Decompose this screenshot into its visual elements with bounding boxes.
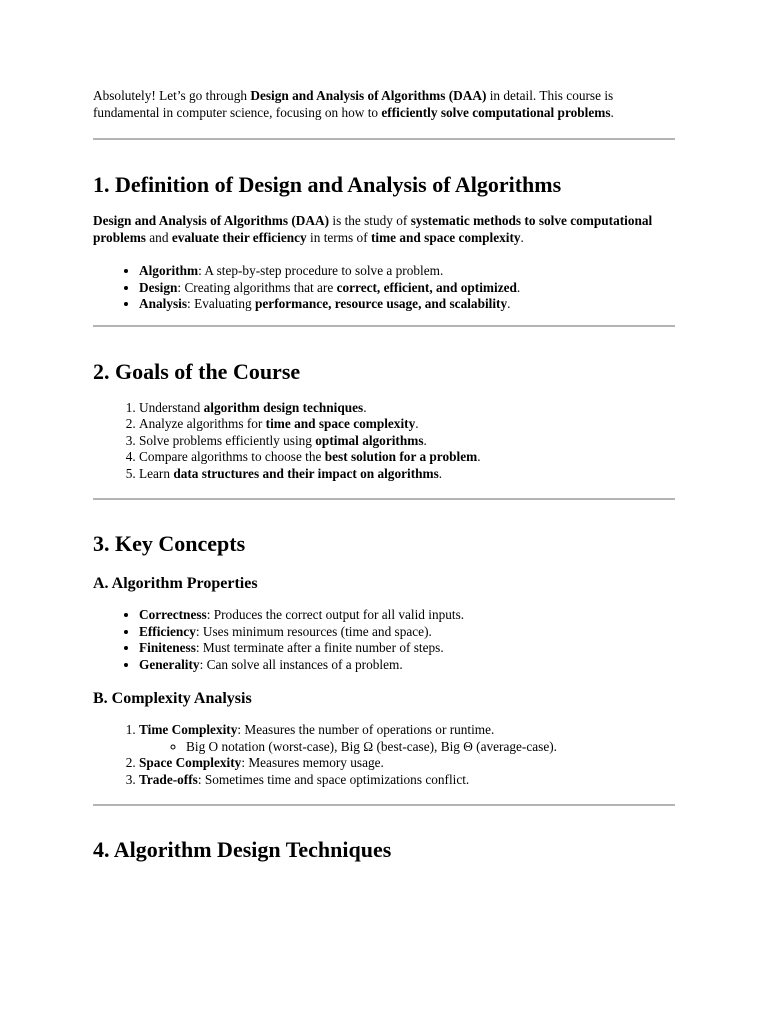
nested-list-item: ◦ Big O notation (worst-case), Big Ω (best-case), Big Θ (average-case).: [186, 739, 675, 756]
list-item: [139, 296, 675, 313]
item-bold: data structures and their impact on algorithms: [173, 465, 439, 481]
item-text: : A step-by-step procedure to solve a problem.: [198, 263, 444, 278]
list-item: [139, 400, 675, 417]
item-term: Trade-offs: [139, 771, 198, 787]
item-text-end: .: [507, 296, 511, 311]
item-term: Design: [139, 279, 178, 295]
item-bold: optimal algorithms: [315, 432, 424, 448]
item-term: Efficiency: [139, 623, 196, 639]
item-text: : Can solve all instances of a problem.: [199, 656, 403, 672]
item-text-end: .: [363, 399, 367, 415]
subsection-b-heading: B. Complexity Analysis: [93, 690, 252, 707]
section-1-list: [93, 263, 675, 313]
item-text-end: .: [516, 279, 521, 295]
s1-bold-3: evaluate their efficiency: [171, 229, 307, 245]
intro-bold-2: efficiently solve computational problems: [381, 104, 611, 120]
list-item: [139, 772, 675, 789]
list-item: [139, 263, 675, 280]
item-text: : Produces the correct output for all valid inputs.: [206, 607, 465, 622]
item-term: Time Complexity: [139, 722, 238, 737]
subsection-a-list: [93, 607, 675, 673]
item-text: : Measures memory usage.: [241, 755, 384, 770]
subsection-a-heading: A. Algorithm Properties: [93, 575, 258, 592]
s1-text-1: is the study of: [329, 213, 411, 228]
section-2-list: [93, 400, 675, 483]
item-text: : Evaluating: [187, 296, 255, 311]
intro-text-3: .: [610, 104, 614, 120]
intro-text-1: Absolutely! Let’s go through: [93, 88, 251, 103]
divider-3: [93, 498, 675, 500]
item-term: Space Complexity: [139, 755, 242, 770]
list-item: [139, 280, 675, 297]
item-term: Generality: [139, 656, 200, 672]
item-text: Learn: [139, 465, 174, 481]
item-text: : Measures the number of operations or runtime.: [237, 722, 495, 737]
subsection-b-list: [93, 722, 675, 788]
list-item: [139, 722, 675, 755]
list-item: [139, 433, 675, 450]
item-term: Correctness: [139, 607, 207, 622]
divider-1: [93, 138, 675, 140]
intro-text-2: in detail. This course is fundamental in computer science, focusing on how to: [93, 88, 614, 120]
divider-2: [93, 325, 675, 327]
section-2-heading: 2. Goals of the Course: [93, 358, 301, 384]
section-1-paragraph: [93, 213, 675, 246]
list-item: [139, 466, 675, 483]
divider-4: [93, 804, 675, 806]
list-item: [139, 755, 675, 772]
list-item: [139, 449, 675, 466]
list-item: [139, 624, 675, 641]
item-text: Solve problems efficiently using: [139, 432, 316, 448]
nested-list: [139, 739, 675, 756]
list-item: [139, 607, 675, 624]
item-term: Finiteness: [139, 640, 196, 655]
s1-text-4: .: [520, 229, 524, 245]
s1-bold-2: systematic methods to solve computational problems: [93, 213, 653, 245]
s1-text-2: and: [145, 229, 172, 245]
list-item: [139, 640, 675, 657]
item-bold: best solution for a problem: [324, 449, 478, 464]
item-bold: performance, resource usage, and scalability: [255, 296, 508, 311]
item-text-end: .: [423, 432, 427, 448]
item-text: Understand: [139, 399, 204, 415]
item-text-end: .: [477, 449, 481, 464]
item-text-end: .: [438, 465, 443, 481]
item-term: Analysis: [139, 296, 188, 311]
item-bold: time and space complexity: [265, 416, 416, 431]
intro-bold-1: Design and Analysis of Algorithms (DAA): [250, 88, 487, 103]
item-text-end: .: [415, 416, 419, 431]
item-text: : Must terminate after a finite number of steps.: [195, 640, 444, 655]
list-item: [139, 657, 675, 674]
item-text: : Uses minimum resources (time and space).: [195, 623, 432, 639]
section-3-heading: 3. Key Concepts: [93, 531, 246, 556]
section-1-heading: 1. Definition of Design and Analysis of Algorithms: [93, 172, 562, 197]
intro-paragraph: [93, 88, 675, 121]
s1-text-3: in terms of: [306, 229, 371, 245]
section-4-heading: 4. Algorithm Design Techniques: [93, 837, 392, 862]
s1-bold-4: time and space complexity: [370, 229, 521, 245]
item-term: Algorithm: [139, 263, 199, 278]
item-text: : Creating algorithms that are: [177, 279, 337, 295]
item-bold: algorithm design techniques: [203, 399, 364, 415]
s1-bold-1: Design and Analysis of Algorithms (DAA): [93, 213, 330, 228]
document-body: [93, 88, 675, 863]
list-item: [139, 416, 675, 433]
item-text: Compare algorithms to choose the: [139, 449, 325, 464]
item-text: : Sometimes time and space optimizations conflict.: [197, 771, 470, 787]
item-bold: correct, efficient, and optimized: [336, 279, 517, 295]
item-text: Analyze algorithms for: [139, 416, 266, 431]
